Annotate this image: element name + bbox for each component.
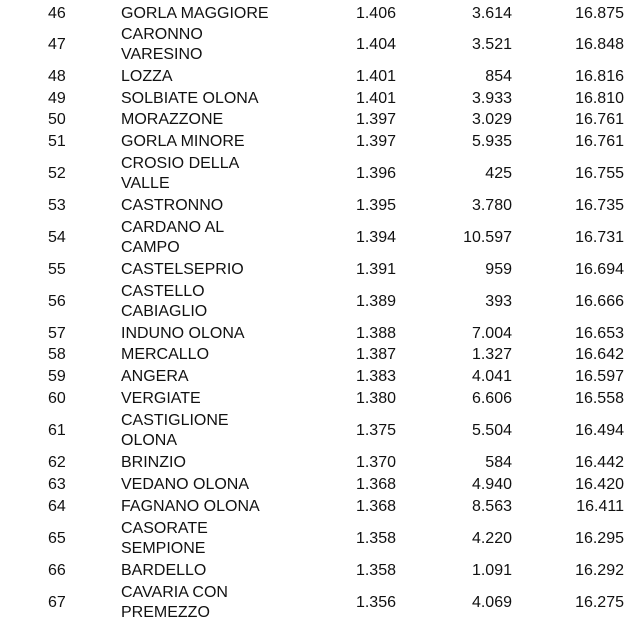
value-1-cell: 1.397 [355,111,396,128]
municipality-cell: VEDANO OLONA [121,476,250,493]
municipality-cell: CASTELLO CABIAGLIO [121,283,208,320]
value-2-cell: 1.327 [471,346,512,363]
table-row [0,519,640,559]
value-2-cell: 1.091 [471,562,512,579]
value-3-cell: 16.735 [575,197,624,214]
value-1-cell: 1.389 [355,293,396,310]
value-3-cell: 16.848 [575,36,624,53]
rank-cell: 55 [48,261,66,278]
value-2-cell: 3.780 [471,197,512,214]
rank-cell: 65 [48,530,66,547]
value-1-cell: 1.397 [355,133,396,150]
rank-cell: 67 [48,594,66,611]
table-row [0,389,640,409]
rank-cell: 48 [48,68,66,85]
value-2-cell: 3.029 [471,111,512,128]
value-1-cell: 1.380 [355,390,396,407]
value-3-cell: 16.810 [575,90,624,107]
value-3-cell: 16.731 [575,229,624,246]
table-row [0,497,640,517]
table-row [0,260,640,280]
value-3-cell: 16.597 [575,368,624,385]
value-2-cell: 584 [485,454,512,471]
table-row [0,583,640,623]
rank-cell: 60 [48,390,66,407]
value-3-cell: 16.411 [576,498,624,515]
value-2-cell: 6.606 [471,390,512,407]
table-row [0,453,640,473]
municipality-cell: CAVARIA CON PREMEZZO [121,584,228,621]
municipality-cell: CASTIGLIONE OLONA [121,412,229,449]
value-2-cell: 5.504 [471,422,512,439]
value-1-cell: 1.394 [355,229,396,246]
table-row [0,561,640,581]
table-row [0,25,640,65]
rank-cell: 62 [48,454,66,471]
value-2-cell: 854 [485,68,512,85]
value-1-cell: 1.401 [355,90,396,107]
municipality-cell: MORAZZONE [121,111,224,128]
value-2-cell: 4.041 [471,368,512,385]
municipality-cell: CARONNO VARESINO [121,26,203,63]
table-row [0,282,640,322]
table-row [0,345,640,365]
value-2-cell: 8.563 [471,498,512,515]
table-row [0,367,640,387]
rank-cell: 54 [48,229,66,246]
rank-cell: 50 [48,111,66,128]
value-1-cell: 1.388 [355,325,396,342]
rank-cell: 53 [48,197,66,214]
municipality-cell: CASTELSEPRIO [121,261,244,278]
value-2-cell: 3.521 [471,36,512,53]
rank-cell: 64 [48,498,66,515]
value-1-cell: 1.375 [355,422,396,439]
table-row [0,411,640,451]
rank-cell: 66 [48,562,66,579]
value-2-cell: 4.940 [471,476,512,493]
table-row [0,154,640,194]
value-3-cell: 16.755 [575,165,624,182]
rank-cell: 58 [48,346,66,363]
value-3-cell: 16.292 [575,562,624,579]
rank-cell: 57 [48,325,66,342]
municipality-cell: MERCALLO [121,346,210,363]
municipality-cell: CROSIO DELLA VALLE [121,155,239,192]
value-1-cell: 1.387 [355,346,396,363]
value-1-cell: 1.406 [355,5,396,22]
value-1-cell: 1.395 [355,197,396,214]
value-2-cell: 959 [485,261,512,278]
rank-cell: 47 [48,36,66,53]
value-1-cell: 1.391 [355,261,396,278]
rank-cell: 52 [48,165,66,182]
value-1-cell: 1.401 [355,68,396,85]
value-1-cell: 1.383 [355,368,396,385]
municipality-cell: BRINZIO [121,454,186,471]
value-3-cell: 16.761 [575,111,624,128]
municipality-cell: CASTRONNO [121,197,224,214]
rank-cell: 49 [48,90,66,107]
municipality-cell: BARDELLO [121,562,207,579]
rank-cell: 56 [48,293,66,310]
value-2-cell: 5.935 [471,133,512,150]
value-2-cell: 7.004 [471,325,512,342]
municipality-cell: CARDANO AL CAMPO [121,219,224,256]
value-3-cell: 16.442 [575,454,624,471]
value-2-cell: 425 [485,165,512,182]
value-1-cell: 1.404 [355,36,396,53]
value-2-cell: 4.220 [471,530,512,547]
value-1-cell: 1.368 [355,476,396,493]
table-row [0,475,640,495]
value-3-cell: 16.558 [575,390,624,407]
value-1-cell: 1.368 [355,498,396,515]
municipality-cell: SOLBIATE OLONA [121,90,259,107]
value-3-cell: 16.694 [575,261,624,278]
value-1-cell: 1.358 [355,562,396,579]
value-1-cell: 1.356 [355,594,396,611]
municipality-cell: INDUNO OLONA [121,325,245,342]
table-row [0,4,640,24]
table-row [0,324,640,344]
value-2-cell: 3.614 [471,5,512,22]
municipality-cell: GORLA MINORE [121,133,245,150]
value-3-cell: 16.816 [575,68,624,85]
rank-cell: 59 [48,368,66,385]
value-3-cell: 16.653 [575,325,624,342]
value-2-cell: 393 [485,293,512,310]
municipality-cell: LOZZA [121,68,173,85]
value-3-cell: 16.642 [575,346,624,363]
value-3-cell: 16.875 [575,5,624,22]
value-2-cell: 3.933 [471,90,512,107]
value-1-cell: 1.358 [355,530,396,547]
value-3-cell: 16.275 [575,594,624,611]
table-row [0,67,640,87]
municipality-cell: GORLA MAGGIORE [121,5,269,22]
table-row [0,89,640,109]
rank-cell: 61 [48,422,66,439]
value-3-cell: 16.494 [575,422,624,439]
municipality-cell: ANGERA [121,368,189,385]
value-1-cell: 1.370 [355,454,396,471]
value-3-cell: 16.420 [575,476,624,493]
table-row [0,132,640,152]
municipality-cell: VERGIATE [121,390,201,407]
rank-cell: 46 [48,5,66,22]
value-1-cell: 1.396 [355,165,396,182]
table-row [0,110,640,130]
value-3-cell: 16.761 [575,133,624,150]
rank-cell: 63 [48,476,66,493]
value-2-cell: 4.069 [471,594,512,611]
municipality-cell: FAGNANO OLONA [121,498,260,515]
value-2-cell: 10.597 [463,229,512,246]
table-row [0,218,640,258]
rank-cell: 51 [48,133,66,150]
value-3-cell: 16.666 [575,293,624,310]
municipality-cell: CASORATE SEMPIONE [121,520,208,557]
value-3-cell: 16.295 [575,530,624,547]
table-row [0,196,640,216]
